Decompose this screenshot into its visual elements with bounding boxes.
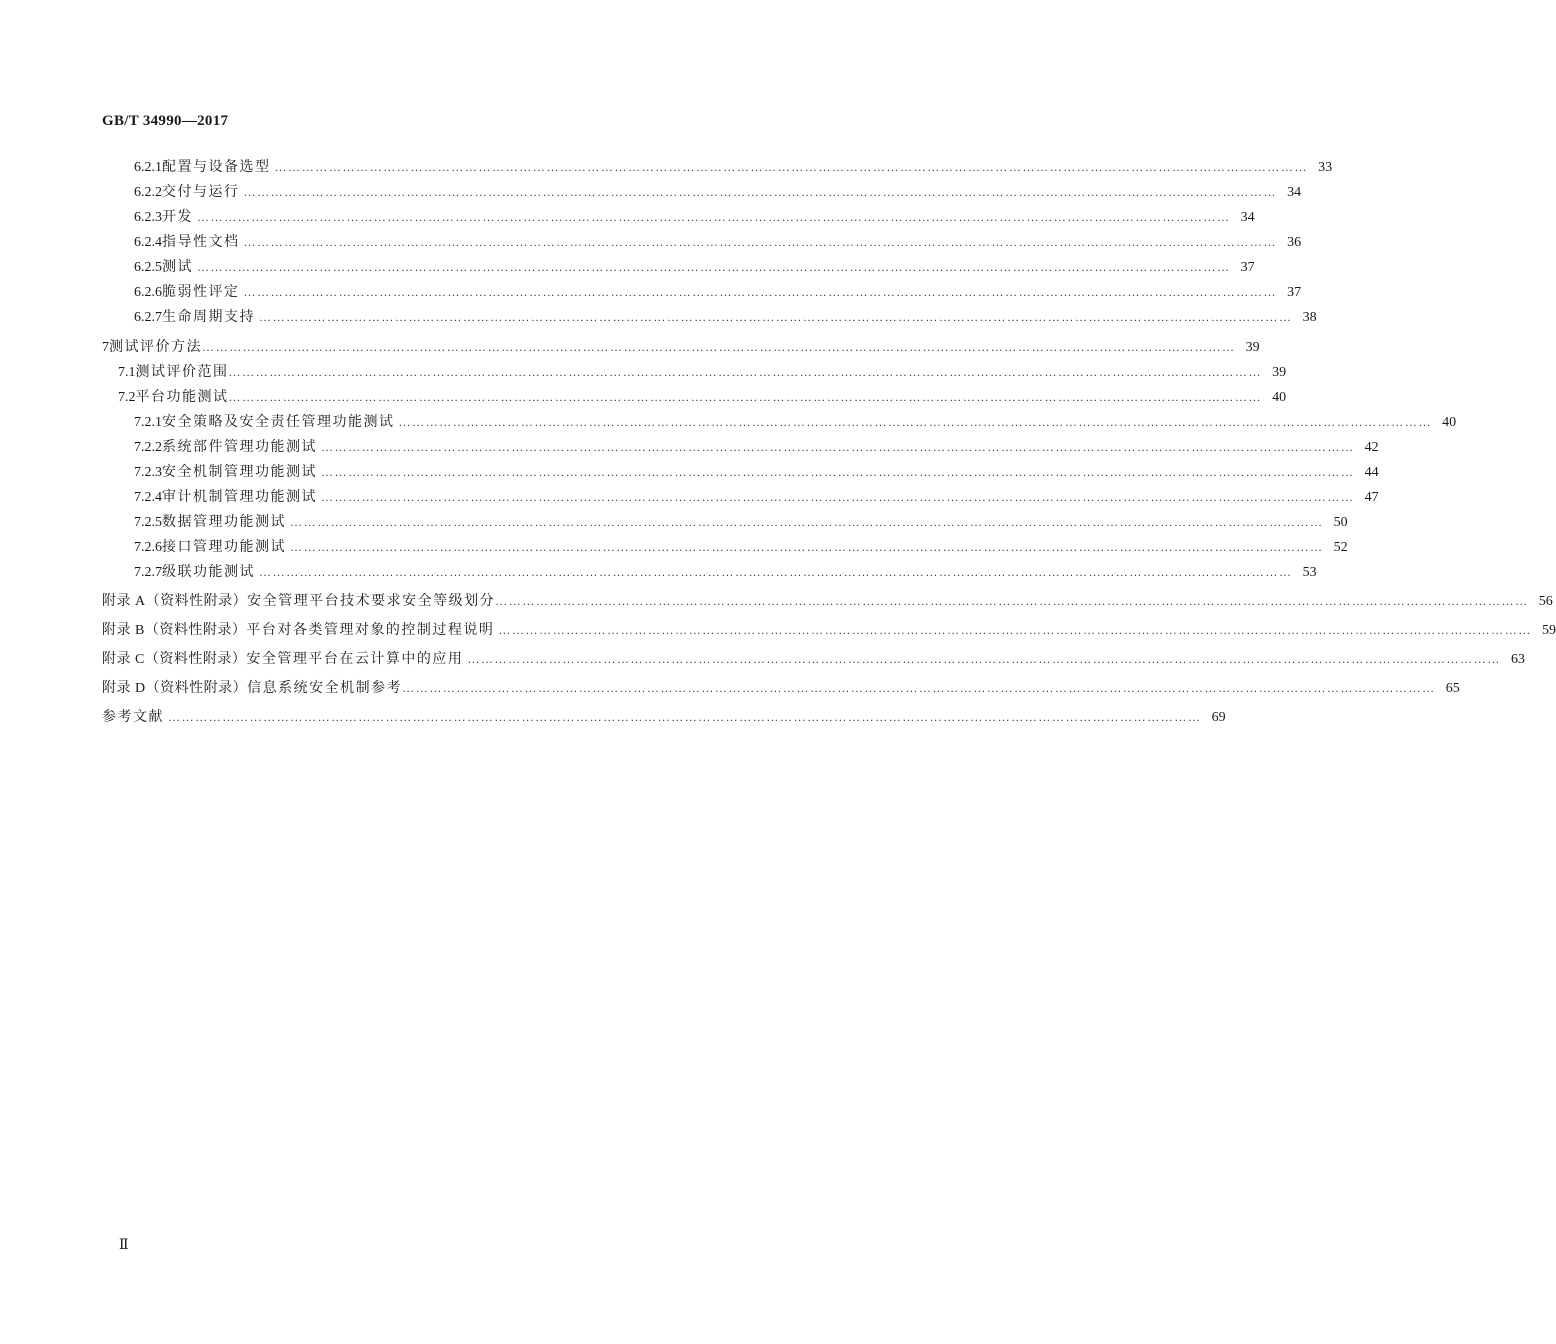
toc-leader-dots: ………………………………………………………………………………………………………………………………………………………………………………………………………… <box>274 160 1309 174</box>
toc-section-number: 7 <box>102 340 109 355</box>
toc-leader-dots: ………………………………………………………………………………………………………………………………………………………………………………………………………… <box>197 260 1231 274</box>
toc-leader-dots: ………………………………………………………………………………………………………………………………………………………………………………………………………… <box>243 185 1278 199</box>
toc-leader-dots: ………………………………………………………………………………………………………………………………………………………………………………………………………… <box>321 465 1355 479</box>
toc-section-number: 7.2.4 <box>134 490 162 505</box>
toc-section-number: 7.2.5 <box>134 515 162 530</box>
toc-section-title: 数据管理功能测试 <box>162 514 286 530</box>
toc-section-title: 指导性文档 <box>162 234 240 250</box>
toc-section-number: 6.2.7 <box>134 310 162 325</box>
toc-section-number: 6.2.5 <box>134 260 162 275</box>
toc-page-number: 40 <box>1442 415 1457 430</box>
toc-entry[interactable] <box>102 591 1553 611</box>
toc-entry[interactable] <box>134 412 1457 432</box>
toc-page-number: 56 <box>1538 594 1553 609</box>
toc-page-number: 37 <box>1240 260 1255 275</box>
toc-section-title: 级联功能测试 <box>162 564 255 580</box>
toc-leader-dots: ………………………………………………………………………………………………………………………………………………………………………………………………………… <box>168 710 1202 724</box>
toc-entry[interactable] <box>134 232 1302 252</box>
toc-entry[interactable] <box>134 207 1255 227</box>
toc-page-number: 47 <box>1364 490 1379 505</box>
toc-leader-dots: ………………………………………………………………………………………………………………………………………………………………………………………………………… <box>498 623 1532 637</box>
toc-appendix-label: 附录 B（资料性附录） <box>102 623 247 638</box>
toc-leader-dots: ………………………………………………………………………………………………………………………………………………………………………………………………………… <box>197 210 1231 224</box>
toc-page-number: 63 <box>1510 652 1525 667</box>
toc-page-number: 33 <box>1318 160 1333 175</box>
toc-page-number: 53 <box>1302 565 1317 580</box>
toc-section-title: 审计机制管理功能测试 <box>162 489 317 505</box>
toc-page-number: 42 <box>1364 440 1379 455</box>
toc-section-number: 7.1 <box>118 365 136 380</box>
toc-entry[interactable] <box>102 649 1525 669</box>
toc-page-number: 65 <box>1445 681 1460 696</box>
toc-entry[interactable] <box>134 157 1333 177</box>
toc-leader-dots: ………………………………………………………………………………………………………………………………………………………………………………………………………… <box>228 365 1263 379</box>
toc-leader-dots: ………………………………………………………………………………………………………………………………………………………………………………………………………… <box>202 340 1236 354</box>
toc-entry[interactable] <box>134 257 1255 277</box>
toc-section-title: 交付与运行 <box>162 184 240 200</box>
toc-page-number: 40 <box>1272 390 1287 405</box>
toc-section-number: 6.2.4 <box>134 235 162 250</box>
toc-section-number: 7.2.1 <box>134 415 162 430</box>
toc-appendix-label: 附录 C（资料性附录） <box>102 652 247 667</box>
toc-page-number: 39 <box>1245 340 1260 355</box>
toc-section-title: 平台对各类管理对象的控制过程说明 <box>246 622 495 638</box>
toc-section-number: 6.2.6 <box>134 285 162 300</box>
toc-page-number: 69 <box>1211 710 1226 725</box>
toc-leader-dots: ………………………………………………………………………………………………………………………………………………………………………………………………………… <box>259 565 1293 579</box>
toc-page-number: 37 <box>1287 285 1302 300</box>
toc-appendix-label: 附录 D（资料性附录） <box>102 681 248 696</box>
toc-leader-dots: ………………………………………………………………………………………………………………………………………………………………………………………………………… <box>243 285 1278 299</box>
toc-entry[interactable] <box>134 282 1302 302</box>
toc-page-number: 36 <box>1287 235 1302 250</box>
toc-section-title: 安全机制管理功能测试 <box>162 464 317 480</box>
toc-section-title: 开发 <box>162 209 193 225</box>
toc-section-title: 安全管理平台在云计算中的应用 <box>246 651 464 667</box>
toc-entry[interactable] <box>102 707 1226 727</box>
toc-appendix-label: 附录 A（资料性附录） <box>102 594 248 609</box>
toc-section-number: 6.2.2 <box>134 185 162 200</box>
toc-section-title: 信息系统安全机制参考 <box>247 680 403 696</box>
toc-page-number: 34 <box>1240 210 1255 225</box>
toc-section-title: 平台功能测试 <box>135 389 229 405</box>
toc-leader-dots: ………………………………………………………………………………………………………………………………………………………………………………………………………… <box>290 540 1324 554</box>
toc-entry[interactable] <box>134 537 1348 557</box>
toc-entry[interactable] <box>134 512 1348 532</box>
page-number-footer: Ⅱ <box>119 1238 129 1253</box>
toc-leader-dots: ………………………………………………………………………………………………………………………………………………………………………………………………………… <box>321 440 1355 454</box>
toc-leader-dots: ………………………………………………………………………………………………………………………………………………………………………………………………………… <box>321 490 1355 504</box>
toc-page-number: 59 <box>1541 623 1556 638</box>
toc-section-number: 6.2.3 <box>134 210 162 225</box>
document-header: GB/T 34990—2017 <box>102 113 229 129</box>
toc-section-title: 脆弱性评定 <box>162 284 240 300</box>
toc-page-number: 34 <box>1287 185 1302 200</box>
toc-section-title: 接口管理功能测试 <box>162 539 286 555</box>
toc-section-number: 7.2.6 <box>134 540 162 555</box>
toc-section-title: 测试评价方法 <box>109 339 202 355</box>
toc-leader-dots: ………………………………………………………………………………………………………………………………………………………………………………………………………… <box>243 235 1278 249</box>
toc-section-number: 7.2.7 <box>134 565 162 580</box>
toc-entry[interactable] <box>102 337 1260 357</box>
toc-page-number: 52 <box>1333 540 1348 555</box>
toc-entry[interactable] <box>102 620 1556 640</box>
toc-entry[interactable] <box>134 562 1317 582</box>
toc-page-number: 50 <box>1333 515 1348 530</box>
toc-leader-dots: ………………………………………………………………………………………………………………………………………………………………………………………………………… <box>467 652 1501 666</box>
toc-leader-dots: ………………………………………………………………………………………………………………………………………………………………………………………………………… <box>259 310 1293 324</box>
toc-section-title: 生命周期支持 <box>162 309 255 325</box>
toc-leader-dots: ………………………………………………………………………………………………………………………………………………………………………………………………………… <box>402 681 1436 695</box>
toc-entry[interactable] <box>134 462 1379 482</box>
toc-section-title: 测试 <box>162 259 193 275</box>
toc-page-number: 39 <box>1272 365 1287 380</box>
toc-section-title: 配置与设备选型 <box>162 159 271 175</box>
toc-section-title: 系统部件管理功能测试 <box>162 439 317 455</box>
toc-entry[interactable] <box>134 437 1379 457</box>
toc-page-number: 44 <box>1364 465 1379 480</box>
toc-entry[interactable] <box>134 182 1302 202</box>
toc-section-title: 安全管理平台技术要求安全等级划分 <box>247 593 496 609</box>
toc-section-number: 7.2.3 <box>134 465 162 480</box>
toc-entry[interactable] <box>134 487 1379 507</box>
toc-leader-dots: ………………………………………………………………………………………………………………………………………………………………………………………………………… <box>290 515 1324 529</box>
toc-entry[interactable] <box>118 362 1287 382</box>
toc-leader-dots: ………………………………………………………………………………………………………………………………………………………………………………………………………… <box>398 415 1433 429</box>
toc-section-number: 7.2.2 <box>134 440 162 455</box>
toc-section-title: 安全策略及安全责任管理功能测试 <box>162 414 395 430</box>
toc-section-title: 参考文献 <box>102 709 164 725</box>
toc-leader-dots: ………………………………………………………………………………………………………………………………………………………………………………………………………… <box>495 594 1529 608</box>
toc-section-number: 7.2 <box>118 390 136 405</box>
toc-entry[interactable] <box>102 678 1460 698</box>
toc-leader-dots: ………………………………………………………………………………………………………………………………………………………………………………………………………… <box>228 390 1263 404</box>
toc-section-title: 测试评价范围 <box>135 364 229 380</box>
toc-page-number: 38 <box>1302 310 1317 325</box>
toc-entry[interactable] <box>134 307 1317 327</box>
toc-section-number: 6.2.1 <box>134 160 162 175</box>
toc-entry[interactable] <box>118 387 1287 407</box>
